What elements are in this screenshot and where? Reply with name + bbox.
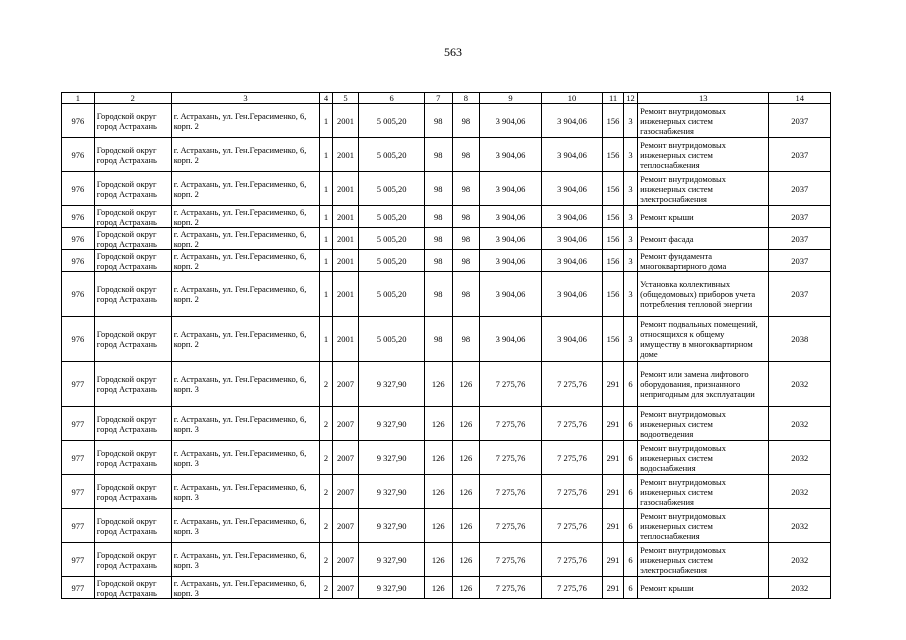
cell-c7: 98 [424,228,452,250]
cell-c11: 156 [603,138,624,172]
cell-municipality: Городской округ город Астрахань [94,362,171,407]
table-row [62,317,831,362]
cell-municipality: Городской округ город Астрахань [94,543,171,577]
cell-year: 2007 [332,543,359,577]
cell-work: Ремонт крыши [638,577,769,599]
cell-c12: 6 [623,577,637,599]
cell-c10: 3 904,06 [541,228,603,250]
cell-c9: 7 275,76 [480,543,542,577]
cell-c8: 98 [452,104,480,138]
table-row [62,577,831,599]
cell-c8: 98 [452,138,480,172]
cell-c11: 156 [603,104,624,138]
cell-c8: 126 [452,362,480,407]
cell-c9: 3 904,06 [480,317,542,362]
cell-c10: 7 275,76 [541,577,603,599]
cell-c11: 156 [603,272,624,317]
cell-c8: 126 [452,441,480,475]
cell-c9: 7 275,76 [480,407,542,441]
cell-c10: 3 904,06 [541,206,603,228]
cell-c7: 126 [424,577,452,599]
cell-plan-year: 2032 [769,475,831,509]
cell-year: 2007 [332,509,359,543]
cell-municipality: Городской округ город Астрахань [94,441,171,475]
cell-num: 976 [62,228,95,250]
cell-address: г. Астрахань, ул. Ген.Герасименко, 6, корп. 2 [171,172,320,206]
cell-work: Ремонт крыши [638,206,769,228]
table-row [62,250,831,272]
column-number: 9 [480,93,542,104]
cell-c4: 2 [320,407,332,441]
cell-num: 977 [62,543,95,577]
cell-year: 2007 [332,362,359,407]
cell-c11: 291 [603,577,624,599]
cell-plan-year: 2037 [769,138,831,172]
cell-c9: 3 904,06 [480,104,542,138]
page-number: 563 [444,45,462,59]
cell-c11: 291 [603,362,624,407]
cell-work: Ремонт фундамента многоквартирного дома [638,250,769,272]
column-number: 14 [769,93,831,104]
cell-c10: 3 904,06 [541,250,603,272]
cell-year: 2001 [332,250,359,272]
registry-table [61,92,831,599]
table-row [62,172,831,206]
cell-c9: 3 904,06 [480,228,542,250]
cell-plan-year: 2037 [769,228,831,250]
cell-municipality: Городской округ город Астрахань [94,407,171,441]
cell-municipality: Городской округ город Астрахань [94,272,171,317]
table-row [62,138,831,172]
cell-c4: 1 [320,250,332,272]
cell-c9: 3 904,06 [480,206,542,228]
cell-c4: 1 [320,138,332,172]
cell-year: 2001 [332,228,359,250]
cell-c8: 98 [452,228,480,250]
table-row [62,543,831,577]
cell-plan-year: 2032 [769,509,831,543]
cell-year: 2001 [332,104,359,138]
cell-area: 5 005,20 [359,317,425,362]
cell-plan-year: 2032 [769,577,831,599]
cell-municipality: Городской округ город Астрахань [94,577,171,599]
cell-c12: 6 [623,362,637,407]
cell-work: Ремонт внутридомовых инженерных систем водоотведения [638,407,769,441]
cell-c11: 156 [603,228,624,250]
cell-c10: 3 904,06 [541,138,603,172]
cell-year: 2007 [332,441,359,475]
table-row [62,475,831,509]
cell-c11: 156 [603,250,624,272]
cell-year: 2007 [332,475,359,509]
cell-address: г. Астрахань, ул. Ген.Герасименко, 6, корп. 2 [171,206,320,228]
cell-c8: 126 [452,407,480,441]
cell-c9: 3 904,06 [480,172,542,206]
cell-c11: 291 [603,543,624,577]
table-row [62,407,831,441]
cell-c12: 6 [623,475,637,509]
cell-c8: 126 [452,543,480,577]
table-row [62,104,831,138]
cell-num: 977 [62,577,95,599]
cell-c4: 2 [320,543,332,577]
cell-year: 2001 [332,317,359,362]
cell-area: 5 005,20 [359,138,425,172]
table-row [62,441,831,475]
cell-year: 2001 [332,206,359,228]
cell-c8: 98 [452,172,480,206]
cell-c7: 126 [424,475,452,509]
cell-plan-year: 2037 [769,206,831,228]
cell-c7: 126 [424,362,452,407]
cell-c9: 3 904,06 [480,272,542,317]
cell-c4: 2 [320,577,332,599]
cell-municipality: Городской округ город Астрахань [94,104,171,138]
cell-c12: 3 [623,172,637,206]
cell-municipality: Городской округ город Астрахань [94,509,171,543]
cell-work: Ремонт внутридомовых инженерных систем теплоснабжения [638,509,769,543]
cell-plan-year: 2037 [769,172,831,206]
cell-work: Ремонт фасада [638,228,769,250]
cell-c7: 98 [424,138,452,172]
cell-c4: 1 [320,272,332,317]
cell-work: Ремонт внутридомовых инженерных систем электроснабжения [638,543,769,577]
cell-year: 2007 [332,577,359,599]
column-number: 6 [359,93,425,104]
cell-c7: 98 [424,272,452,317]
cell-num: 976 [62,172,95,206]
cell-c10: 7 275,76 [541,543,603,577]
cell-c8: 126 [452,509,480,543]
cell-c7: 126 [424,441,452,475]
cell-num: 976 [62,138,95,172]
column-number-row [62,93,831,104]
cell-c7: 98 [424,206,452,228]
cell-c7: 126 [424,543,452,577]
cell-c8: 126 [452,577,480,599]
table-row [62,272,831,317]
cell-municipality: Городской округ город Астрахань [94,172,171,206]
cell-address: г. Астрахань, ул. Ген.Герасименко, 6, корп. 2 [171,317,320,362]
cell-c4: 1 [320,317,332,362]
cell-c8: 126 [452,475,480,509]
table-row [62,362,831,407]
cell-num: 976 [62,317,95,362]
cell-work: Ремонт или замена лифтового оборудования, признанного непригодным для эксплуатации [638,362,769,407]
cell-year: 2001 [332,172,359,206]
cell-c7: 98 [424,104,452,138]
cell-area: 9 327,90 [359,441,425,475]
column-number: 4 [320,93,332,104]
cell-address: г. Астрахань, ул. Ген.Герасименко, 6, корп. 2 [171,272,320,317]
cell-address: г. Астрахань, ул. Ген.Герасименко, 6, корп. 3 [171,509,320,543]
cell-area: 9 327,90 [359,362,425,407]
cell-num: 976 [62,104,95,138]
cell-num: 977 [62,509,95,543]
cell-c4: 1 [320,104,332,138]
cell-year: 2001 [332,138,359,172]
cell-plan-year: 2037 [769,104,831,138]
cell-c10: 3 904,06 [541,272,603,317]
column-number: 1 [62,93,95,104]
cell-c8: 98 [452,250,480,272]
cell-c9: 7 275,76 [480,509,542,543]
cell-c4: 2 [320,441,332,475]
table-row [62,509,831,543]
cell-c10: 7 275,76 [541,407,603,441]
column-number: 8 [452,93,480,104]
cell-c12: 3 [623,250,637,272]
cell-c7: 126 [424,407,452,441]
cell-address: г. Астрахань, ул. Ген.Герасименко, 6, корп. 2 [171,228,320,250]
cell-num: 977 [62,407,95,441]
cell-address: г. Астрахань, ул. Ген.Герасименко, 6, корп. 2 [171,104,320,138]
cell-work: Ремонт внутридомовых инженерных систем газоснабжения [638,475,769,509]
cell-plan-year: 2032 [769,543,831,577]
cell-area: 5 005,20 [359,228,425,250]
cell-c12: 6 [623,441,637,475]
cell-work: Ремонт внутридомовых инженерных систем электроснабжения [638,172,769,206]
cell-c11: 156 [603,206,624,228]
column-number: 5 [332,93,359,104]
cell-c10: 3 904,06 [541,104,603,138]
cell-c9: 3 904,06 [480,138,542,172]
cell-c4: 2 [320,362,332,407]
cell-c11: 291 [603,475,624,509]
cell-area: 9 327,90 [359,543,425,577]
cell-c12: 6 [623,509,637,543]
cell-c10: 3 904,06 [541,172,603,206]
cell-address: г. Астрахань, ул. Ген.Герасименко, 6, корп. 3 [171,362,320,407]
cell-c7: 98 [424,250,452,272]
cell-area: 9 327,90 [359,407,425,441]
cell-address: г. Астрахань, ул. Ген.Герасименко, 6, корп. 2 [171,250,320,272]
cell-c11: 291 [603,509,624,543]
cell-c9: 7 275,76 [480,577,542,599]
cell-area: 5 005,20 [359,172,425,206]
cell-c4: 2 [320,475,332,509]
cell-c11: 291 [603,441,624,475]
cell-address: г. Астрахань, ул. Ген.Герасименко, 6, корп. 3 [171,475,320,509]
cell-c7: 126 [424,509,452,543]
cell-year: 2001 [332,272,359,317]
cell-year: 2007 [332,407,359,441]
cell-municipality: Городской округ город Астрахань [94,138,171,172]
cell-area: 5 005,20 [359,104,425,138]
cell-c10: 7 275,76 [541,362,603,407]
cell-area: 5 005,20 [359,250,425,272]
cell-num: 977 [62,362,95,407]
cell-c8: 98 [452,317,480,362]
cell-c12: 3 [623,138,637,172]
cell-c4: 2 [320,509,332,543]
cell-c10: 3 904,06 [541,317,603,362]
cell-c12: 3 [623,317,637,362]
cell-c11: 291 [603,407,624,441]
column-number: 11 [603,93,624,104]
table-body [62,93,831,599]
cell-address: г. Астрахань, ул. Ген.Герасименко, 6, корп. 3 [171,543,320,577]
cell-c10: 7 275,76 [541,441,603,475]
cell-municipality: Городской округ город Астрахань [94,250,171,272]
cell-c12: 3 [623,272,637,317]
cell-area: 5 005,20 [359,272,425,317]
cell-plan-year: 2038 [769,317,831,362]
cell-c7: 98 [424,317,452,362]
cell-municipality: Городской округ город Астрахань [94,228,171,250]
cell-work: Установка коллективных (общедомовых) приборов учета потребления тепловой энергии [638,272,769,317]
cell-c11: 156 [603,172,624,206]
column-number: 13 [638,93,769,104]
cell-address: г. Астрахань, ул. Ген.Герасименко, 6, корп. 3 [171,577,320,599]
cell-work: Ремонт подвальных помещений, относящихся к общему имуществу в многоквартирном доме [638,317,769,362]
cell-c9: 7 275,76 [480,362,542,407]
cell-plan-year: 2037 [769,272,831,317]
cell-plan-year: 2032 [769,441,831,475]
cell-c4: 1 [320,228,332,250]
cell-c8: 98 [452,206,480,228]
cell-plan-year: 2037 [769,250,831,272]
column-number: 3 [171,93,320,104]
cell-c7: 98 [424,172,452,206]
table-row [62,206,831,228]
cell-plan-year: 2032 [769,362,831,407]
table-row [62,228,831,250]
cell-num: 977 [62,475,95,509]
cell-address: г. Астрахань, ул. Ген.Герасименко, 6, корп. 2 [171,138,320,172]
cell-c12: 6 [623,407,637,441]
cell-area: 9 327,90 [359,577,425,599]
cell-c9: 7 275,76 [480,475,542,509]
cell-num: 976 [62,250,95,272]
column-number: 2 [94,93,171,104]
cell-c4: 1 [320,172,332,206]
cell-c4: 1 [320,206,332,228]
cell-c10: 7 275,76 [541,475,603,509]
cell-c8: 98 [452,272,480,317]
cell-plan-year: 2032 [769,407,831,441]
cell-c9: 7 275,76 [480,441,542,475]
column-number: 7 [424,93,452,104]
column-number: 12 [623,93,637,104]
cell-work: Ремонт внутридомовых инженерных систем водоснабжения [638,441,769,475]
cell-c12: 3 [623,228,637,250]
cell-c12: 3 [623,206,637,228]
cell-work: Ремонт внутридомовых инженерных систем газоснабжения [638,104,769,138]
cell-work: Ремонт внутридомовых инженерных систем теплоснабжения [638,138,769,172]
cell-area: 9 327,90 [359,475,425,509]
cell-num: 977 [62,441,95,475]
cell-address: г. Астрахань, ул. Ген.Герасименко, 6, корп. 3 [171,441,320,475]
cell-area: 5 005,20 [359,206,425,228]
cell-c12: 6 [623,543,637,577]
cell-c9: 3 904,06 [480,250,542,272]
cell-municipality: Городской округ город Астрахань [94,206,171,228]
cell-num: 976 [62,206,95,228]
cell-municipality: Городской округ город Астрахань [94,317,171,362]
cell-c11: 156 [603,317,624,362]
cell-c12: 3 [623,104,637,138]
cell-address: г. Астрахань, ул. Ген.Герасименко, 6, корп. 3 [171,407,320,441]
column-number: 10 [541,93,603,104]
cell-municipality: Городской округ город Астрахань [94,475,171,509]
cell-c10: 7 275,76 [541,509,603,543]
cell-num: 976 [62,272,95,317]
cell-area: 9 327,90 [359,509,425,543]
